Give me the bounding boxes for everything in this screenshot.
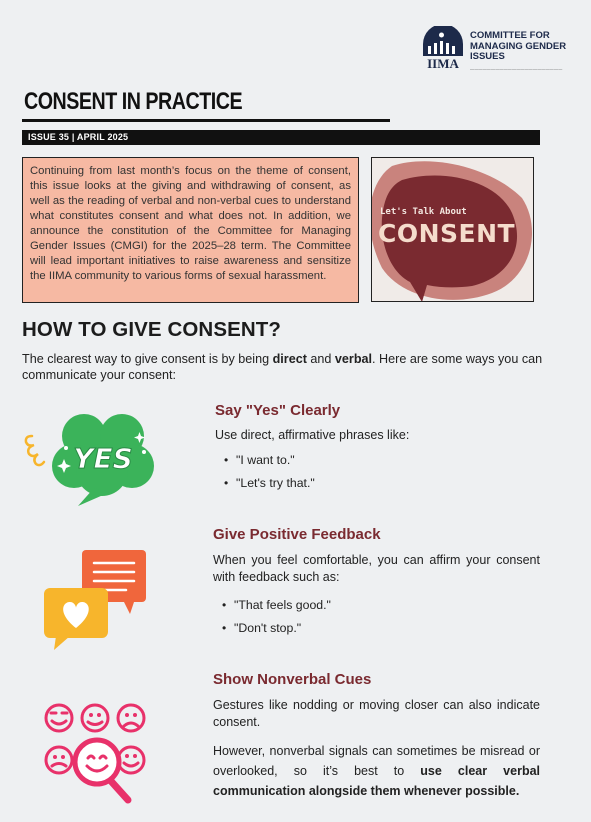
logo-acronym: IIMA [427, 56, 459, 71]
lead-text-3: . Here are some ways you can communicate your consent: [22, 352, 543, 382]
lead-paragraph [22, 351, 547, 383]
list-item: • "Let's try that." [222, 475, 315, 498]
section3-heading: Show Nonverbal Cues [213, 671, 372, 688]
list-item: • "Don't stop." [220, 620, 331, 643]
consent-hero-image [371, 157, 534, 302]
section2-body: When you feel comfortable, you can affirm your consent with feedback such as: [213, 553, 540, 584]
issue-banner: ISSUE 35 | APRIL 2025 [22, 130, 540, 145]
section2-bullets [220, 597, 331, 643]
yes-icon-text: YES [73, 442, 133, 475]
lead-bold-verbal: verbal [334, 352, 373, 366]
list-item: • "That feels good." [220, 597, 331, 620]
page-title: CONSENT IN PRACTICE [24, 88, 243, 115]
section2-heading: Give Positive Feedback [213, 526, 381, 543]
lead-bold-direct: direct [272, 352, 307, 366]
section3-body-2 [213, 741, 540, 801]
hero-small-text: Let's Talk About [380, 207, 467, 217]
logo-institute-line: —————————————————————— [470, 66, 563, 71]
section3-body2-bold: use clear verbal communication alongside them whenever possible. [213, 764, 541, 798]
logo-org-name: COMMITTEE FOR MANAGING GENDER ISSUES [470, 30, 567, 63]
lead-text-2: and [306, 352, 335, 366]
lead-text-1: The clearest way to give consent is by being [22, 352, 273, 366]
iima-emblem-icon [420, 26, 466, 72]
hero-big-text: CONSENT [378, 219, 516, 248]
section3-body: Gestures like nodding or moving closer can also indicate consent. [213, 698, 540, 729]
intro-box: Continuing from last month’s focus on the theme of consent, this issue looks at the giving and withdrawing of consent, as well as the reading of verbal and non-verbal cues to understand what constitutes consent and what does not. In addition, we announce the constitution of the Committee for Managing Gender Issues (CMGI) for the 2025–28 term. The Committee will lead important initiatives to raise awareness and sensitize the IIMA community to various forms of sexual harassment. [22, 157, 359, 303]
section-heading: HOW TO GIVE CONSENT? [22, 318, 282, 341]
faces-magnifier-icon [42, 700, 154, 815]
section1-body: Use direct, affirmative phrases like: [215, 428, 410, 442]
yes-clover-icon [22, 408, 172, 513]
list-item: • "I want to." [222, 452, 315, 475]
section1-heading: Say "Yes" Clearly [215, 402, 341, 419]
section3-body2-text: However, nonverbal signals can sometimes be misread or overlooked, so it’s best to [213, 744, 540, 778]
cmgi-logo [420, 26, 580, 86]
title-divider [22, 119, 390, 122]
section1-bullets [222, 452, 315, 498]
chat-bubbles-heart-icon [42, 548, 150, 657]
